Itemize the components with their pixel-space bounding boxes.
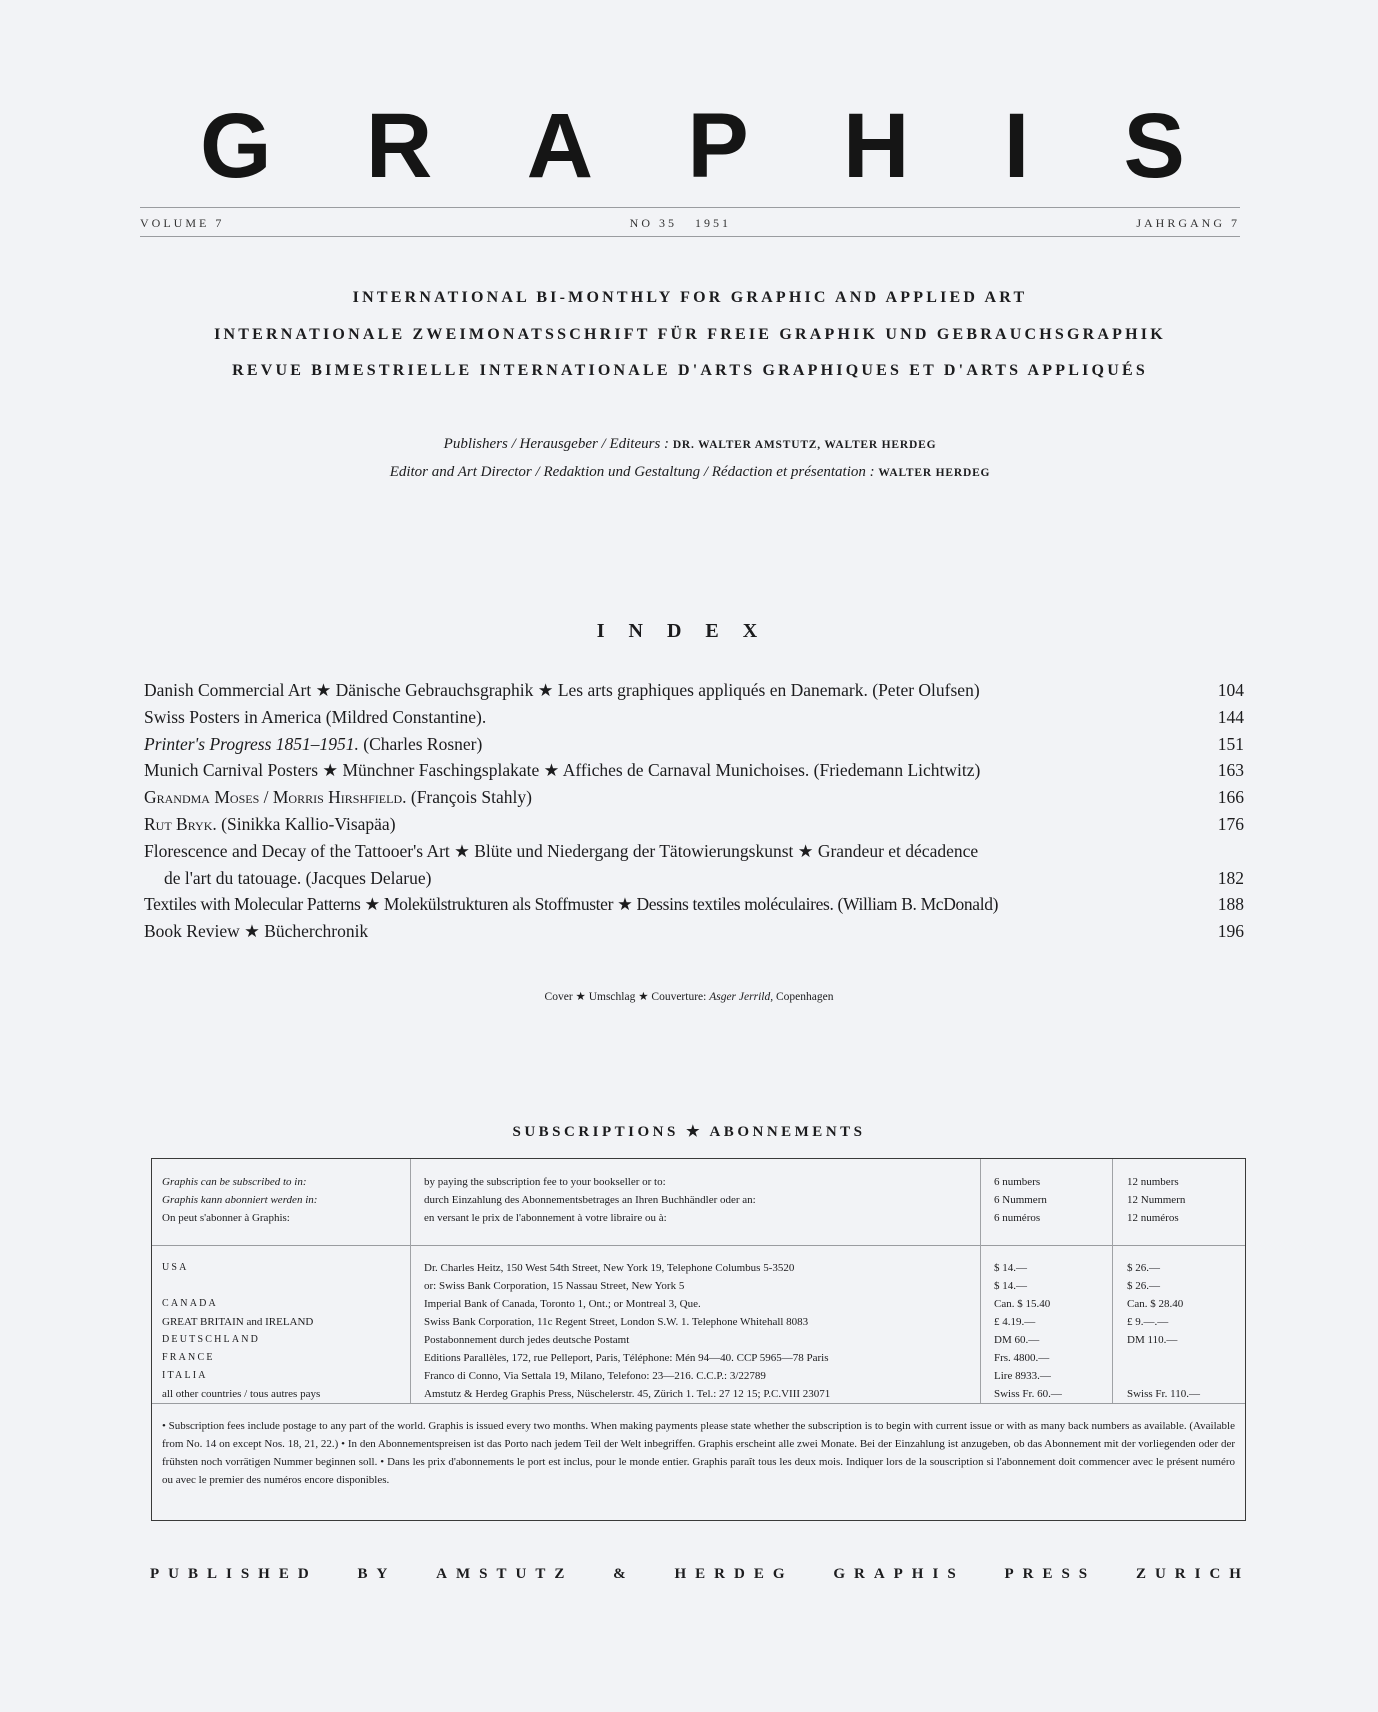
entry-page: 176 [1217,813,1244,834]
index-list [144,677,1244,945]
header-text: 12 Nummern [1127,1194,1186,1206]
header-col-6 [994,1173,1047,1227]
subscription-address: Dr. Charles Heitz, 150 West 54th Street, New York 19, Telephone Columbus 5-3520 [424,1262,795,1274]
subscription-p12: Swiss Fr. 110.— [1127,1388,1200,1400]
footer-word: ZURICH [1135,1566,1250,1582]
subscription-p12 [1127,1349,1247,1367]
index-entry [144,918,1244,945]
subtitle-german: INTERNATIONALE ZWEIMONATSSCHRIFT FÜR FREIE GRAPHIK UND GEBRAUCHSGRAPHIK [214,326,1166,343]
entry-title: Danish Commercial Art ★ Dänische Gebrauchsgraphik ★ Les arts graphiques appliqués en Danemark. (Peter Olufsen) [144,680,980,700]
subscription-address: Postabonnement durch jedes deutsche Postamt [424,1334,630,1346]
entry-author: (Sinikka Kallio-Visapäa) [221,813,396,834]
publishers-line [100,436,1280,453]
index-heading: INDEX [596,620,782,642]
subscription-country: ITALIA [162,1370,208,1381]
header-text: 6 numéros [994,1212,1041,1224]
subscription-p12: $ 26.— [1127,1262,1160,1274]
footer-word: GRAPHIS [833,1566,965,1582]
subscription-p6: Lire 8933.— [994,1370,1051,1382]
subscription-p12: Can. $ 28.40 [1127,1298,1184,1310]
publishers-names: DR. WALTER AMSTUTZ, WALTER HERDEG [672,439,937,451]
cover-label: Cover ★ Umschlag ★ Couverture: [544,991,707,1003]
subscription-country: all other countries / tous autres pays [162,1388,321,1400]
subscription-p6: DM 60.— [994,1334,1040,1346]
subscription-address: or: Swiss Bank Corporation, 15 Nassau Street, New York 5 [424,1280,685,1292]
footer-word: BY [357,1566,397,1582]
publishers-label: Publishers / Herausgeber / Editeurs : [443,436,670,452]
subscription-country: CANADA [162,1298,218,1309]
header-text: en versant le prix de l'abonnement à votre libraire ou à: [424,1212,667,1224]
entry-page: 104 [1217,680,1244,700]
footer-word: PRESS [1004,1566,1097,1582]
index-entry-continued [144,865,1244,892]
subscription-address: Imperial Bank of Canada, Toronto 1, Ont.; or Montreal 3, Que. [424,1298,701,1310]
price-12-column [1127,1259,1247,1403]
editor-line [100,464,1280,481]
footer-word: & [613,1566,635,1582]
volume-label: VOLUME 7 [140,216,225,230]
entry-page: 166 [1217,787,1244,808]
entry-page: 188 [1217,894,1244,915]
divider [140,236,1240,237]
subscription-p6: Can. $ 15.40 [994,1298,1051,1310]
header-text: Graphis can be subscribed to in: [162,1176,307,1188]
subscription-country: USA [162,1262,189,1273]
cover-credit [0,989,1378,1003]
header-text: On peut s'abonner à Graphis: [162,1212,290,1224]
entry-title: Textiles with Molecular Patterns ★ Molekülstrukturen als Stoffmuster ★ Dessins textiles moléculaires. (William B. McDonald) [144,894,999,915]
entry-page: 196 [1217,921,1244,942]
subscription-country: FRANCE [162,1352,215,1363]
subscription-notes: • Subscription fees include postage to any part of the world. Graphis is issued every two months. When making payments please state whether the subscription is to begin with current issue or with as many back numbers as available. (Available from No. 14 on except Nos. 18, 21, 22.) • In den Abonnementspreisen ist das Porto nach jedem Teil der Welt inbegriffen. Graphis erscheint alle zwei Monate. Bei der Einzahlung ist anzugeben, ob das Abonnement mit der vorliegenden oder der frühsten noch vorrätigen Nummer beginnen soll. • Dans les prix d'abonnements le port est inclus, pour le monde entier. Graphis paraît tous les deux mois. Indiquer lors de la souscription si l'abonnement doit commencer avec le présent numéro ou avec le premier des numéros encore disponibles. [162,1420,1235,1486]
cover-artist: Asger Jerrild, [709,991,774,1003]
subscription-p12 [1127,1367,1247,1385]
issue-number: NO 35 1951 [629,216,731,230]
entry-author: (François Stahly) [410,787,532,808]
logo-letter: R [365,95,433,197]
entry-title: Printer's Progress 1851–1951. [144,733,359,754]
header-col-address [424,1173,756,1227]
divider [140,207,1240,208]
subscription-p6: £ 4.19.— [994,1316,1036,1328]
subscriptions-heading: SUBSCRIPTIONS ★ ABONNEMENTS [512,1124,866,1140]
entry-title: Munich Carnival Posters ★ Münchner Faschingsplakate ★ Affiches de Carnaval Munichoises. (Friedemann Lichtwitz) [144,760,981,781]
subscription-country: GREAT BRITAIN and IRELAND [162,1316,314,1328]
subscription-p12: £ 9.—.— [1127,1316,1169,1328]
index-entry [144,811,1244,838]
entry-page: 144 [1217,706,1244,727]
entry-title: Florescence and Decay of the Tattooer's Art ★ Blüte und Niedergang der Tätowierungskunst ★ Grandeur et décadence [144,840,979,861]
publisher-footer [150,1566,1250,1583]
subscription-p6: $ 14.— [994,1262,1027,1274]
editor-name: WALTER HERDEG [878,467,991,479]
subscription-address: Swiss Bank Corporation, 11c Regent Street, London S.W. 1. Telephone Whitehall 8083 [424,1316,809,1328]
header-text: 6 numbers [994,1176,1041,1188]
index-entry [144,757,1244,784]
subscription-country [162,1277,412,1295]
index-entry [144,731,1244,758]
entry-page: 151 [1217,733,1244,754]
subtitle-english: INTERNATIONAL BI-MONTHLY FOR GRAPHIC AND APPLIED ART [352,289,1028,306]
header-col-12 [1127,1173,1185,1227]
subscription-p12: $ 26.— [1127,1280,1160,1292]
issue-info-row [140,216,1240,231]
subscription-p6: $ 14.— [994,1280,1027,1292]
entry-title: Swiss Posters in America (Mildred Constantine). [144,706,487,727]
logo-letter: H [842,95,910,197]
divider [152,1245,1245,1246]
entry-author: (Charles Rosner) [363,733,483,754]
subscription-p12: DM 110.— [1127,1334,1178,1346]
country-column [162,1259,412,1403]
jahrgang-label: JAHRGANG 7 [1136,216,1240,230]
header-text: 6 Nummern [994,1194,1047,1206]
logo-letter: P [687,95,749,197]
price-6-column [994,1259,1114,1403]
subscription-p6: Frs. 4800.— [994,1352,1050,1364]
index-entry [144,704,1244,731]
footer-word: HERDEG [674,1566,794,1582]
entry-title: Grandma Moses / Morris Hirshfield. [144,787,407,808]
masthead-logo [200,95,1185,197]
entry-page: 182 [1217,867,1244,888]
header-text: Graphis kann abonniert werden in: [162,1194,318,1206]
logo-letter: I [1003,95,1030,197]
header-text: durch Einzahlung des Abonnementsbetrages an Ihren Buchhändler oder an: [424,1194,756,1206]
address-column [424,1259,984,1403]
subscriptions-table [151,1158,1246,1521]
logo-letter: S [1123,95,1185,197]
entry-title: de l'art du tatouage. (Jacques Delarue) [164,867,432,888]
header-text: 12 numéros [1127,1212,1179,1224]
index-entry [144,677,1244,704]
subscription-country: DEUTSCHLAND [162,1334,261,1345]
subscription-address: Amstutz & Herdeg Graphis Press, Nüschelerstr. 45, Zürich 1. Tel.: 27 12 15; P.C.VIII 23071 [424,1388,831,1400]
header-text: 12 numbers [1127,1176,1179,1188]
entry-title: Rut Bryk. [144,813,217,834]
header-col-country [162,1173,317,1227]
divider [152,1403,1245,1404]
header-text: by paying the subscription fee to your bookseller or to: [424,1176,666,1188]
index-entry [144,838,1244,865]
subscription-p6: Swiss Fr. 60.— [994,1388,1062,1400]
logo-letter: G [200,95,272,197]
subscription-address: Franco di Conno, Via Settala 19, Milano, Telefono: 23—216. C.C.P.: 3/22789 [424,1370,766,1382]
entry-page: 163 [1217,760,1244,781]
subscription-address: Editions Parallèles, 172, rue Pelleport, Paris, Téléphone: Mén 94—40. CCP 5965—78 Paris [424,1352,829,1364]
footer-word: AMSTUTZ [436,1566,574,1582]
index-entry [144,784,1244,811]
footer-word: PUBLISHED [150,1566,318,1582]
editor-label: Editor and Art Director / Redaktion und Gestaltung / Rédaction et présentation : [389,464,875,480]
subtitle-french: REVUE BIMESTRIELLE INTERNATIONALE D'ARTS GRAPHIQUES ET D'ARTS APPLIQUÉS [232,362,1148,379]
index-entry [144,891,1244,918]
cover-city: Copenhagen [775,991,834,1003]
entry-title: Book Review ★ Bücherchronik [144,921,369,942]
logo-letter: A [526,95,594,197]
